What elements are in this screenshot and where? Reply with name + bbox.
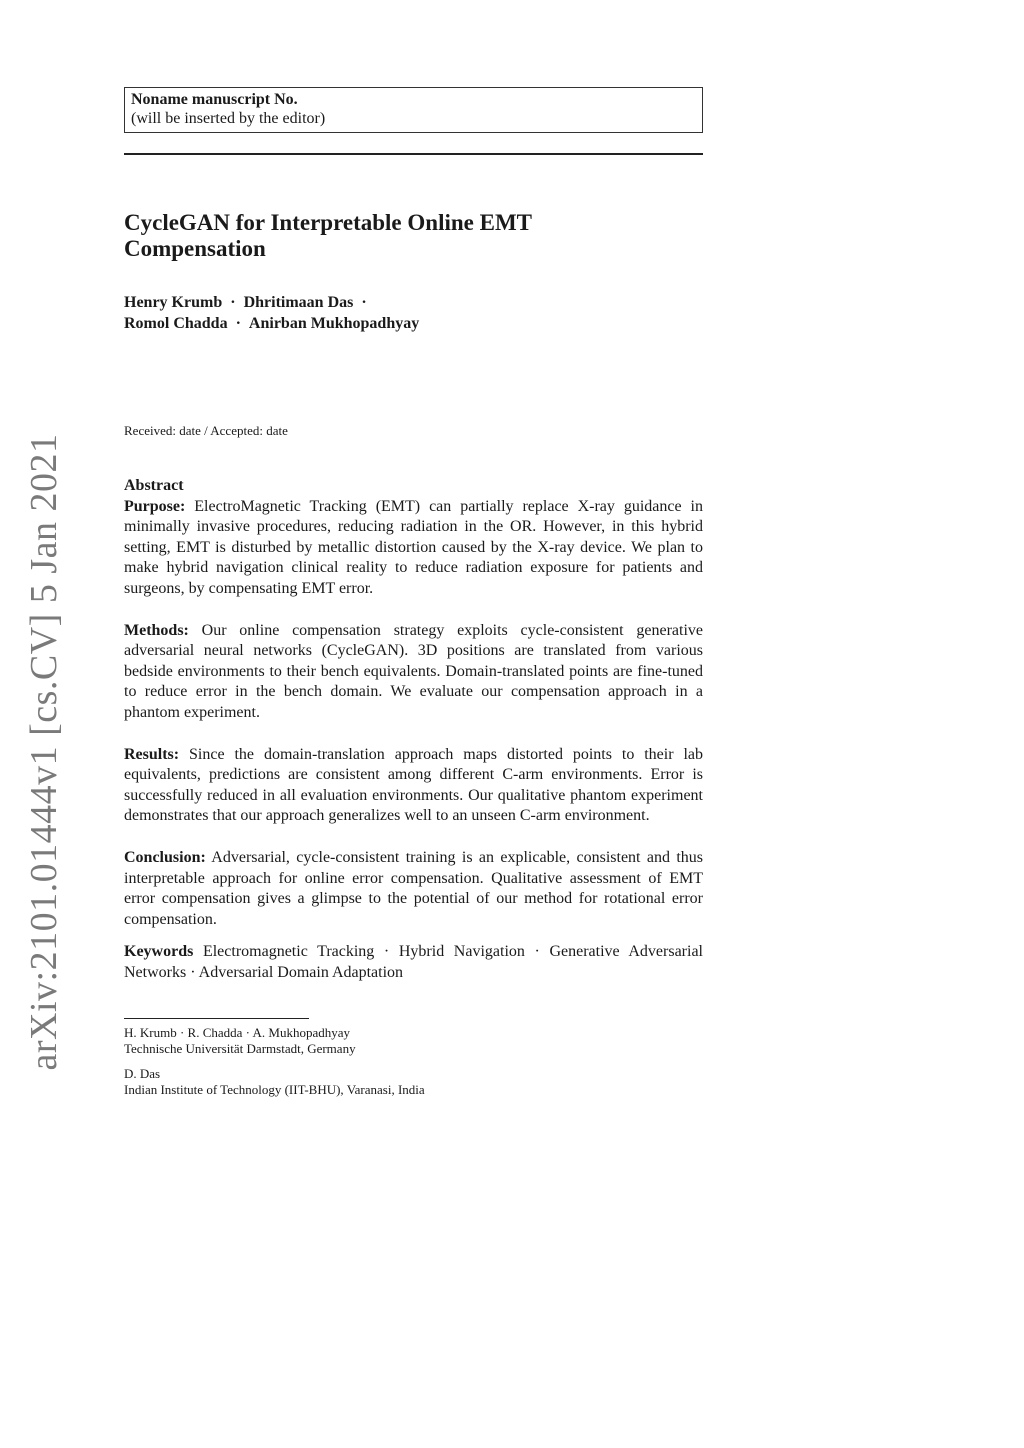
abstract-heading: Abstract bbox=[124, 477, 184, 494]
purpose-text: ElectroMagnetic Tracking (EMT) can partially replace X-ray guidance in minimally invasive procedures, reducing radiation in the OR. However, in this hybrid setting, EMT is disturbed by metallic distortion caused by the X-ray device. We plan to make hybrid navigation clinical reality to reduce radiation exposure for patients and surgeons, by compensating EMT error. bbox=[124, 497, 703, 597]
abstract-methods bbox=[124, 621, 703, 724]
title-line-1: CycleGAN for Interpretable Online EMT bbox=[124, 210, 532, 235]
abstract-purpose bbox=[124, 497, 703, 600]
footnote-rule bbox=[124, 1018, 309, 1019]
methods-label: Methods: bbox=[124, 621, 189, 639]
affiliation-names: D. Das bbox=[124, 1066, 161, 1081]
keywords bbox=[124, 942, 703, 983]
conclusion-label: Conclusion: bbox=[124, 848, 206, 866]
arxiv-identifier: arXiv:2101.01444v1 [cs.CV] 5 Jan 2021 bbox=[23, 433, 65, 1071]
author-name: Anirban Mukhopadhyay bbox=[248, 315, 420, 332]
manuscript-note: (will be inserted by the editor) bbox=[131, 110, 326, 127]
manuscript-label: Noname manuscript No. bbox=[131, 91, 298, 108]
affiliation-darmstadt bbox=[124, 1025, 356, 1057]
abstract-conclusion bbox=[124, 848, 703, 930]
affiliation-institution: Technische Universität Darmstadt, Germany bbox=[124, 1041, 356, 1056]
author-name: Dhritimaan Das bbox=[243, 294, 354, 311]
results-label: Results: bbox=[124, 745, 180, 763]
methods-text: Our online compensation strategy exploits cycle-consistent generative adversarial neural networks (CycleGAN). 3D positions are translated from various bedside environments to their bench equivalents. Domain-translated points are fine-tuned to reduce error in the bench domain. We evaluate our compensation approach in a phantom experiment. bbox=[124, 621, 703, 721]
manuscript-number-box bbox=[124, 87, 703, 133]
author-list bbox=[124, 292, 419, 334]
author-separator: · bbox=[361, 294, 367, 311]
author-name: Romol Chadda bbox=[124, 315, 228, 332]
conclusion-text: Adversarial, cycle-consistent training is an explicable, consistent and thus interpretable approach for online error compensation. Qualitative assessment of EMT error compensation gives a glimpse to the potential of our method for rotational error compensation. bbox=[124, 848, 704, 928]
author-separator: · bbox=[230, 294, 236, 311]
received-accepted-dates: Received: date / Accepted: date bbox=[124, 423, 288, 438]
keywords-label: Keywords bbox=[124, 943, 194, 961]
abstract-section bbox=[124, 476, 703, 1004]
purpose-label: Purpose: bbox=[124, 497, 186, 515]
paper-title bbox=[124, 210, 684, 262]
header-rule bbox=[124, 153, 703, 155]
affiliation-names: H. Krumb · R. Chadda · A. Mukhopadhyay bbox=[124, 1025, 351, 1040]
author-name: Henry Krumb bbox=[124, 294, 223, 311]
affiliation-institution: Indian Institute of Technology (IIT-BHU), Varanasi, India bbox=[124, 1082, 425, 1097]
title-line-2: Compensation bbox=[124, 236, 266, 261]
author-separator: · bbox=[235, 315, 241, 332]
affiliation-iit bbox=[124, 1066, 425, 1098]
keywords-text: Electromagnetic Tracking · Hybrid Navigation · Generative Adversarial Networks · Adversarial Domain Adaptation bbox=[124, 943, 704, 981]
results-text: Since the domain-translation approach maps distorted points to their lab equivalents, predictions are consistent among different C-arm environments. Error is successfully reduced in all evaluation environments. Our qualitative phantom experiment demonstrates that our approach generalizes well to an unseen C-arm environment. bbox=[124, 745, 704, 825]
abstract-results bbox=[124, 745, 703, 827]
